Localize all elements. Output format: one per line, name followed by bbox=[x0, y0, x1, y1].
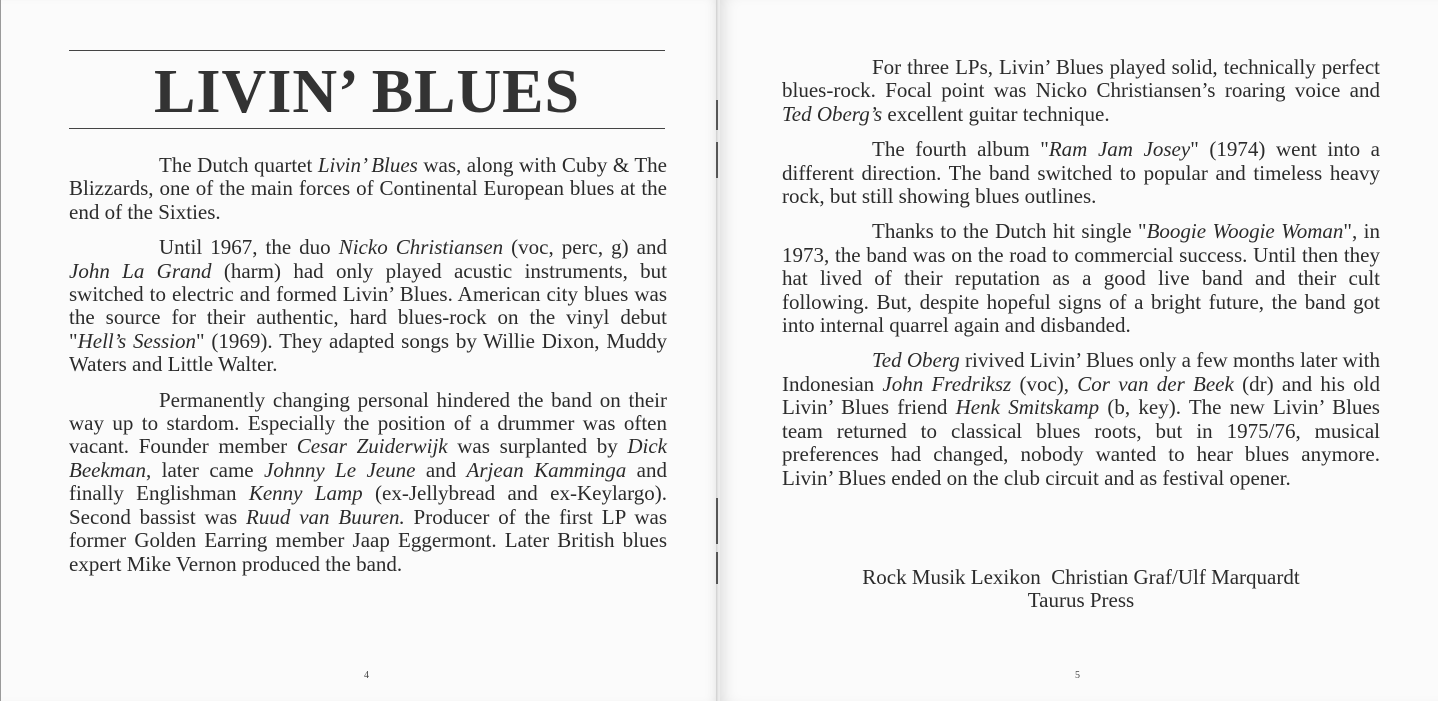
right-text-column bbox=[782, 56, 1380, 502]
left-text-column bbox=[69, 154, 667, 588]
paragraph: Thanks to the Dutch hit single "Boogie Woogie Woman", in 1973, the band was on the road to commercial success. Until then they hat lived of their reputation as a good live band and their cult following. But, despite hopeful signs of a bright future, the band got into internal quarrel again and disbanded. bbox=[782, 219, 1380, 338]
gutter-mark bbox=[716, 498, 718, 544]
gutter-mark bbox=[716, 142, 718, 178]
paragraph: Permanently changing personal hindered the band on their way up to stardom. Especially the position of a drummer was often vacant. Founder member Cesar Zuiderwijk was surplanted by Dick Beekman, later came Johnny Le Jeune and Arjean Kamminga and finally Englishman Kenny Lamp (ex-Jellybread and ex-Keylargo). Second bassist was Ruud van Buuren. Producer of the first LP was former Golden Earring member Jaap Eggermont. Later British blues expert Mike Vernon produced the band. bbox=[69, 387, 668, 576]
gutter-mark bbox=[716, 552, 718, 584]
source-credit bbox=[782, 566, 1380, 613]
title-bottom-rule bbox=[69, 128, 665, 129]
credit-line-2: Taurus Press bbox=[1027, 588, 1135, 613]
page-title: LIVIN’ BLUES bbox=[153, 58, 581, 126]
title-top-rule bbox=[69, 50, 665, 51]
paragraph: Ted Oberg rivived Livin’ Blues only a few months later with Indonesian John Fredriksz (voc), Cor van der Beek (dr) and his old Livin’ Blues friend Henk Smitskamp (b, key). The new Livin’ Blues team returned to classical blues roots, but in 1975/76, musical preferences had changed, nobody wanted to hear blues anymore. Livin’ Blues ended on the club circuit and as festival opener. bbox=[782, 348, 1381, 490]
paragraph: Until 1967, the duo Nicko Christiansen (voc, perc, g) and John La Grand (harm) had only played acustic instruments, but switched to electric and formed Livin’ Blues. American city blues was the source for their authentic, hard blues-rock on the vinyl debut "Hell’s Session" (1969). They adapted songs by Willie Dixon, Muddy Waters and Little Walter. bbox=[69, 235, 667, 377]
paragraph: The Dutch quartet Livin’ Blues was, along with Cuby & The Blizzards, one of the main forces of Continental European blues at the end of the Sixties. bbox=[69, 153, 667, 224]
paragraph: For three LPs, Livin’ Blues played solid, technically perfect blues-rock. Focal point was Nicko Christiansen’s roaring voice and Ted Oberg’s excellent guitar technique. bbox=[782, 55, 1380, 126]
gutter-mark bbox=[716, 100, 718, 130]
page-number-right: 5 bbox=[1075, 670, 1080, 681]
credit-line-1: Rock Musik Lexikon Christian Graf/Ulf Marquardt bbox=[862, 565, 1300, 589]
page-number-left: 4 bbox=[364, 670, 369, 681]
paragraph: The fourth album "Ram Jam Josey" (1974) went into a different direction. The band switched to popular and timeless heavy rock, but still showing blues outlines. bbox=[782, 137, 1381, 209]
